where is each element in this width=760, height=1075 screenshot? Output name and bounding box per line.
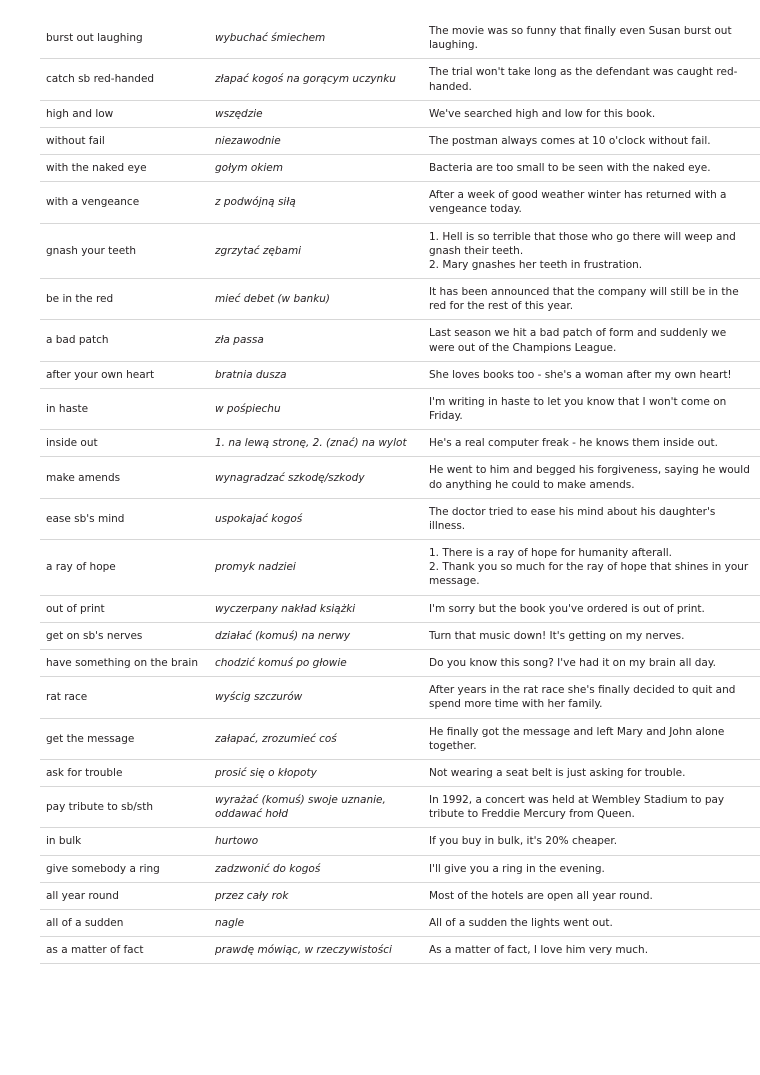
idiom-example [423, 59, 760, 100]
idiom-english: have something on the brain [40, 649, 209, 676]
idiom-english: catch sb red-handed [40, 59, 209, 100]
table-row [40, 223, 760, 279]
table-row [40, 182, 760, 223]
idiom-polish: załapać, zrozumieć coś [209, 718, 423, 759]
idiom-example-line: All of a sudden the lights went out. [429, 916, 613, 929]
idiom-english: ease sb's mind [40, 498, 209, 539]
idiom-polish: w pośpiechu [209, 388, 423, 429]
idiom-example-line: 1. Hell is so terrible that those who go there will weep and gnash their teeth. [429, 230, 736, 257]
idiom-english: high and low [40, 100, 209, 127]
idiom-english: ask for trouble [40, 759, 209, 786]
idiom-example [423, 182, 760, 223]
table-row [40, 457, 760, 498]
idiom-example [423, 622, 760, 649]
idiom-example [423, 828, 760, 855]
idiom-example-line: Turn that music down! It's getting on my nerves. [429, 629, 685, 642]
table-row [40, 759, 760, 786]
idiom-english: give somebody a ring [40, 855, 209, 882]
idiom-english: in bulk [40, 828, 209, 855]
idiom-polish: mieć debet (w banku) [209, 279, 423, 320]
idiom-polish: wyrażać (komuś) swoje uznanie, oddawać hołd [209, 787, 423, 828]
idiom-example-line: He went to him and begged his forgiveness, saying he would do anything he could to make amends. [429, 464, 750, 491]
table-row [40, 155, 760, 182]
idiom-polish: wynagradzać szkodę/szkody [209, 457, 423, 498]
idiom-example-line: Bacteria are too small to be seen with the naked eye. [429, 162, 711, 175]
idiom-example-line: I'm writing in haste to let you know that I won't come on Friday. [429, 395, 727, 423]
idiom-example [423, 127, 760, 154]
idiom-example-line: 2. Mary gnashes her teeth in frustration. [429, 258, 643, 271]
table-row [40, 320, 760, 361]
table-row [40, 855, 760, 882]
idiom-polish: zgrzytać zębami [209, 223, 423, 279]
table-row [40, 882, 760, 909]
idiom-english: all of a sudden [40, 909, 209, 936]
idiom-example [423, 718, 760, 759]
idiom-example [423, 649, 760, 676]
idiom-example [423, 457, 760, 498]
idiom-polish: gołym okiem [209, 155, 423, 182]
idiom-example-line: We've searched high and low for this book. [429, 107, 656, 120]
idiom-polish: wszędzie [209, 100, 423, 127]
idiom-english: inside out [40, 430, 209, 457]
idiom-example-line: It has been announced that the company will still be in the red for the rest of this year. [429, 286, 739, 313]
table-row [40, 937, 760, 964]
idiom-example-line: She loves books too - she's a woman after my own heart! [429, 368, 732, 381]
idiom-example [423, 361, 760, 388]
idiom-polish: hurtowo [209, 828, 423, 855]
idiom-polish: uspokajać kogoś [209, 498, 423, 539]
idiom-polish: przez cały rok [209, 882, 423, 909]
idiom-polish: z podwójną siłą [209, 182, 423, 223]
idiom-polish: wyczerpany nakład książki [209, 595, 423, 622]
idioms-table-body [40, 18, 760, 964]
idiom-example-line: Last season we hit a bad patch of form and suddenly we were out of the Champions League. [429, 327, 727, 354]
table-row [40, 361, 760, 388]
idiom-example [423, 279, 760, 320]
table-row [40, 787, 760, 828]
idiom-example [423, 388, 760, 429]
idiom-english: after your own heart [40, 361, 209, 388]
table-row [40, 622, 760, 649]
idiom-polish: 1. na lewą stronę, 2. (znać) na wylot [209, 430, 423, 457]
idiom-polish: prawdę mówiąc, w rzeczywistości [209, 937, 423, 964]
idiom-example-line: The doctor tried to ease his mind about his daughter's illness. [429, 505, 716, 532]
idiom-example [423, 430, 760, 457]
idiom-example [423, 909, 760, 936]
idiom-example-line: Most of the hotels are open all year round. [429, 889, 653, 902]
table-row [40, 718, 760, 759]
idiom-example-line: In 1992, a concert was held at Wembley Stadium to pay tribute to Freddie Mercury from Queen. [429, 794, 725, 821]
idiom-example-line: As a matter of fact, I love him very much. [429, 944, 649, 957]
table-row [40, 279, 760, 320]
idiom-example-line: After a week of good weather winter has returned with a vengeance today. [429, 189, 727, 216]
idiom-example [423, 595, 760, 622]
idiom-example-line: The postman always comes at 10 o'clock without fail. [429, 134, 711, 147]
idiom-polish: niezawodnie [209, 127, 423, 154]
table-row [40, 909, 760, 936]
idiom-example [423, 100, 760, 127]
idiom-example-line: The movie was so funny that finally even Susan burst out laughing. [429, 25, 732, 52]
idiom-english: gnash your teeth [40, 223, 209, 279]
idiom-example [423, 320, 760, 361]
idiom-polish: chodzić komuś po głowie [209, 649, 423, 676]
idiom-example-line: After years in the rat race she's finally decided to quit and spend more time with her family. [429, 684, 736, 711]
idioms-table [40, 18, 760, 964]
idiom-example-line: If you buy in bulk, it's 20% cheaper. [429, 835, 618, 848]
idiom-example [423, 540, 760, 596]
idiom-example-line: Do you know this song? I've had it on my brain all day. [429, 656, 716, 669]
idiom-english: burst out laughing [40, 18, 209, 59]
idiom-english: with the naked eye [40, 155, 209, 182]
idiom-english: out of print [40, 595, 209, 622]
idiom-example-line: Not wearing a seat belt is just asking for trouble. [429, 766, 686, 779]
idiom-polish: złapać kogoś na gorącym uczynku [209, 59, 423, 100]
idiom-example [423, 759, 760, 786]
idiom-example [423, 498, 760, 539]
idiom-english: be in the red [40, 279, 209, 320]
idiom-example [423, 855, 760, 882]
idiom-example-line: He finally got the message and left Mary and John alone together. [429, 725, 725, 752]
idiom-polish: zadzwonić do kogoś [209, 855, 423, 882]
idiom-polish: wybuchać śmiechem [209, 18, 423, 59]
idiom-english: get the message [40, 718, 209, 759]
table-row [40, 430, 760, 457]
idiom-english: with a vengeance [40, 182, 209, 223]
idiom-english: get on sb's nerves [40, 622, 209, 649]
idiom-english: a ray of hope [40, 540, 209, 596]
idiom-polish: działać (komuś) na nerwy [209, 622, 423, 649]
idiom-polish: zła passa [209, 320, 423, 361]
idiom-example-line: 2. Thank you so much for the ray of hope that shines in your message. [429, 561, 749, 588]
idiom-example-line: 1. There is a ray of hope for humanity afterall. [429, 547, 673, 560]
idiom-english: rat race [40, 677, 209, 718]
table-row [40, 388, 760, 429]
idiom-example [423, 223, 760, 279]
idiom-example [423, 677, 760, 718]
idiom-polish: nagle [209, 909, 423, 936]
table-row [40, 127, 760, 154]
idiom-example-line: He's a real computer freak - he knows them inside out. [429, 437, 719, 450]
table-row [40, 677, 760, 718]
table-row [40, 18, 760, 59]
idiom-example-line: The trial won't take long as the defendant was caught red-handed. [429, 66, 738, 93]
idiom-example [423, 155, 760, 182]
table-row [40, 540, 760, 596]
idiom-english: in haste [40, 388, 209, 429]
table-row [40, 59, 760, 100]
table-row [40, 595, 760, 622]
idiom-polish: prosić się o kłopoty [209, 759, 423, 786]
idiom-example [423, 937, 760, 964]
table-row [40, 498, 760, 539]
idiom-example-line: I'm sorry but the book you've ordered is out of print. [429, 602, 705, 615]
idiom-example [423, 787, 760, 828]
idiom-polish: promyk nadziei [209, 540, 423, 596]
idiom-english: make amends [40, 457, 209, 498]
table-row [40, 828, 760, 855]
idiom-example [423, 18, 760, 59]
idiom-english: without fail [40, 127, 209, 154]
idiom-polish: wyścig szczurów [209, 677, 423, 718]
idiom-english: as a matter of fact [40, 937, 209, 964]
idiom-english: pay tribute to sb/sth [40, 787, 209, 828]
idiom-polish: bratnia dusza [209, 361, 423, 388]
table-row [40, 100, 760, 127]
idiom-english: all year round [40, 882, 209, 909]
idiom-example [423, 882, 760, 909]
idiom-english: a bad patch [40, 320, 209, 361]
table-row [40, 649, 760, 676]
idiom-example-line: I'll give you a ring in the evening. [429, 862, 605, 875]
